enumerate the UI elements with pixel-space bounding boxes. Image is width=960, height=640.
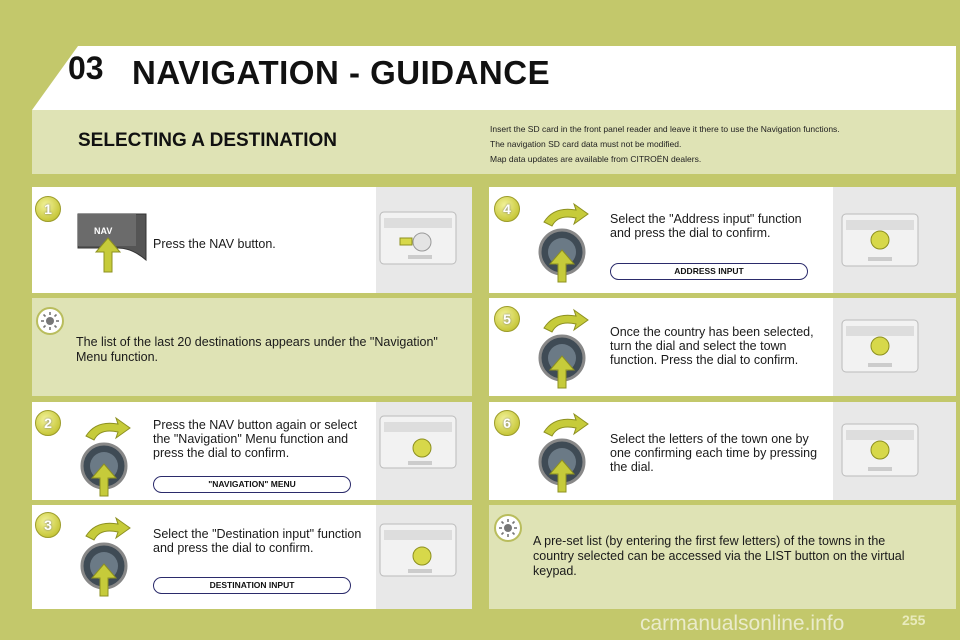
console-illustration: [378, 208, 458, 268]
nav-key-label: NAV: [94, 226, 113, 236]
step-4-text: Select the "Address input" function and press the dial to confirm.: [610, 212, 802, 240]
info-tip-icon: [36, 307, 64, 335]
step-badge-5: 5: [494, 306, 520, 332]
intro-line: The navigation SD card data must not be modified.: [490, 139, 682, 149]
step-badge-1: 1: [35, 196, 61, 222]
dial-icon: [76, 516, 146, 598]
chapter-number: 03: [68, 50, 104, 86]
info-tip-icon: [494, 514, 522, 542]
step-badge-4: 4: [494, 196, 520, 222]
step-badge-3: 3: [35, 512, 61, 538]
menu-label-destination: DESTINATION INPUT: [153, 577, 351, 594]
dial-icon: [534, 202, 604, 284]
console-illustration: [378, 412, 458, 472]
watermark: carmanualsonline.info: [640, 612, 845, 635]
dial-icon: [534, 308, 604, 390]
chapter-title: NAVIGATION - GUIDANCE: [132, 54, 551, 91]
intro-line: Map data updates are available from CITROËN dealers.: [490, 154, 702, 164]
step-6-text: Select the letters of the town one by one confirming each time by pressing the dial.: [610, 432, 818, 474]
intro-line: Insert the SD card in the front panel reader and leave it there to use the Navigation functions.: [490, 124, 840, 134]
console-illustration: [840, 316, 920, 376]
step-3-text: Select the "Destination input" function and press the dial to confirm.: [153, 527, 362, 555]
dial-icon: [76, 416, 146, 498]
step-badge-2: 2: [35, 410, 61, 436]
console-illustration: [378, 520, 458, 580]
step-badge-6: 6: [494, 410, 520, 436]
step-5-text: Once the country has been selected, turn the dial and select the town function. Press the dial to confirm.: [610, 325, 814, 367]
step-1-text: Press the NAV button.: [153, 237, 276, 251]
menu-label-navigation: "NAVIGATION" MENU: [153, 476, 351, 493]
console-illustration: [840, 420, 920, 480]
tip-left-text: The list of the last 20 destinations appears under the "Navigation" Menu function.: [76, 335, 438, 364]
step-2-text: Press the NAV button again or select the "Navigation" Menu function and press the dial to confirm.: [153, 418, 358, 460]
dial-icon: [534, 412, 604, 494]
section-title: SELECTING A DESTINATION: [78, 130, 337, 151]
intro-text: [490, 122, 930, 167]
menu-label-address: ADDRESS INPUT: [610, 263, 808, 280]
page-number: 255: [902, 612, 926, 628]
nav-button-icon: [76, 208, 152, 274]
tip-right-text: A pre-set list (by entering the first few letters) of the towns in the country selected can be accessed via the LIST button on the virtual keypad.: [533, 534, 905, 578]
console-illustration: [840, 210, 920, 270]
